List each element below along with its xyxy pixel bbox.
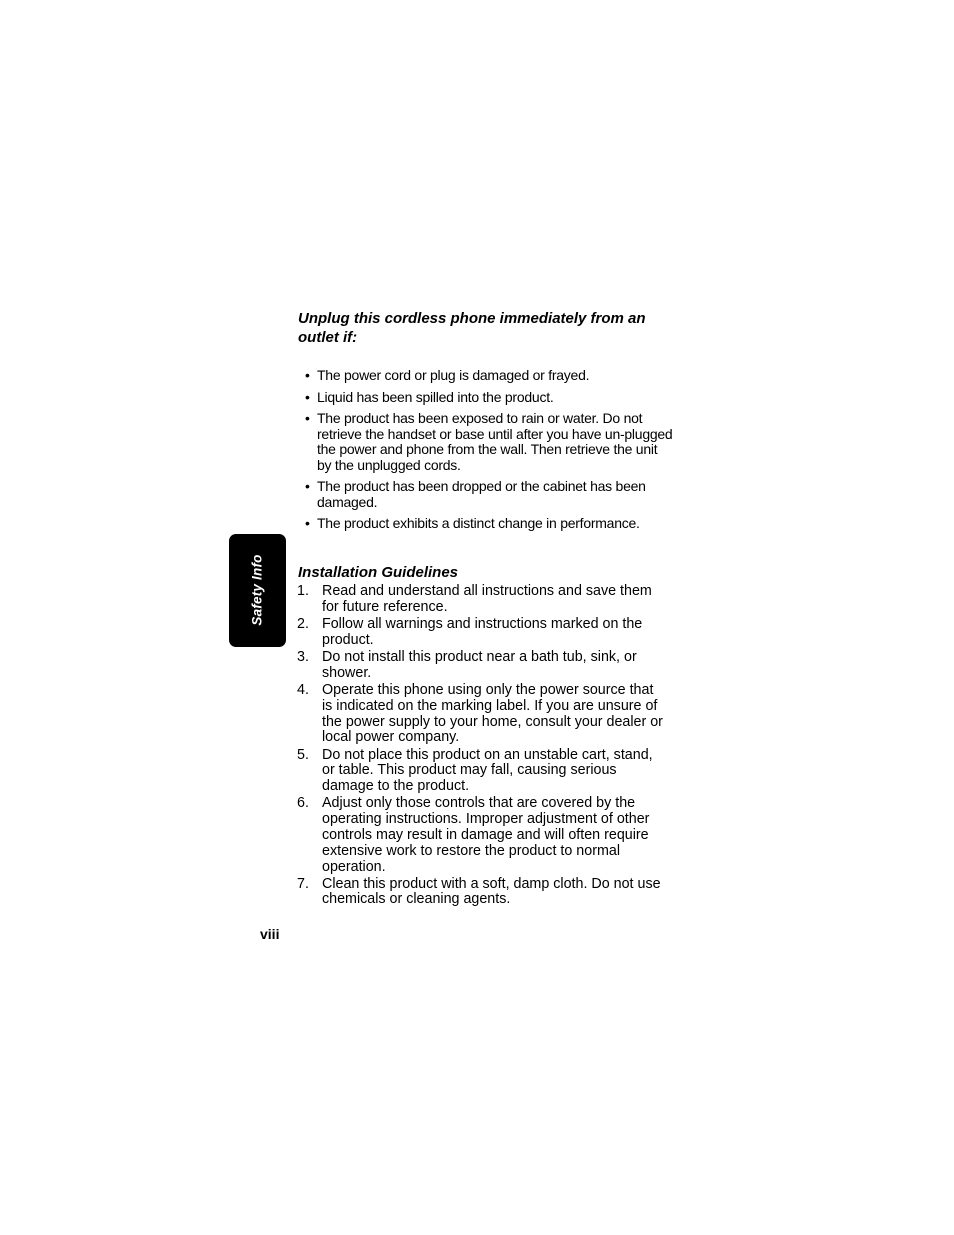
item-number: 7. xyxy=(297,875,309,892)
list-item xyxy=(305,479,675,510)
item-number: 1. xyxy=(297,583,309,599)
item-number: 3. xyxy=(297,648,309,665)
bullet-text: The product has been dropped or the cabinet has been damaged. xyxy=(317,478,646,510)
list-item xyxy=(297,796,667,875)
item-text: Do not place this product on an unstable cart, stand, or table. This product may fall, causing serious damage to the product. xyxy=(322,746,653,795)
installation-guidelines-list xyxy=(297,584,667,910)
page-number: viii xyxy=(260,926,280,942)
list-item xyxy=(305,390,675,406)
unplug-bullet-list xyxy=(305,368,675,538)
bullet-text: The power cord or plug is damaged or frayed. xyxy=(317,367,590,383)
side-tab xyxy=(229,534,286,647)
list-item xyxy=(297,584,667,616)
installation-guidelines-title: Installation Guidelines xyxy=(298,564,459,581)
list-item xyxy=(297,877,667,909)
side-tab-label: Safety Info xyxy=(249,554,265,626)
item-text: Follow all warnings and instructions marked on the product. xyxy=(322,615,643,648)
item-number: 6. xyxy=(297,795,309,812)
unplug-heading: Unplug this cordless phone immediately from an outlet if: xyxy=(298,310,646,346)
bullet-icon: • xyxy=(305,367,310,383)
list-item xyxy=(305,411,675,473)
item-number: 4. xyxy=(297,681,309,698)
item-text: Adjust only those controls that are covered by the operating instructions. Improper adjustment of other controls may result in damage and will often require extensive work to restore the product to normal operation. xyxy=(322,795,650,875)
bullet-text: The product exhibits a distinct change in performance. xyxy=(317,515,640,531)
list-item xyxy=(297,650,667,682)
bullet-icon: • xyxy=(305,515,310,531)
bullet-text: Liquid has been spilled into the product. xyxy=(317,388,554,405)
item-text: Read and understand all instructions and save them for future reference. xyxy=(322,583,652,615)
bullet-icon: • xyxy=(305,410,310,426)
list-item xyxy=(297,683,667,746)
item-number: 2. xyxy=(297,615,309,632)
bullet-icon: • xyxy=(305,388,310,405)
item-text: Do not install this product near a bath tub, sink, or shower. xyxy=(322,648,637,681)
list-item xyxy=(305,368,675,384)
list-item xyxy=(297,748,667,795)
bullet-text: The product has been exposed to rain or water. Do not retrieve the handset or base until after you have un-plugged the power and phone from the wall. Then retrieve the unit by the unplugged cords. xyxy=(317,410,673,473)
item-number: 5. xyxy=(297,746,309,763)
item-text: Clean this product with a soft, damp cloth. Do not use chemicals or cleaning agents. xyxy=(322,875,661,908)
bullet-icon: • xyxy=(305,478,310,494)
item-text: Operate this phone using only the power source that is indicated on the marking label. If you are unsure of the power supply to your home, consult your dealer or local power company. xyxy=(322,681,663,746)
list-item xyxy=(305,516,675,532)
list-item xyxy=(297,617,667,649)
